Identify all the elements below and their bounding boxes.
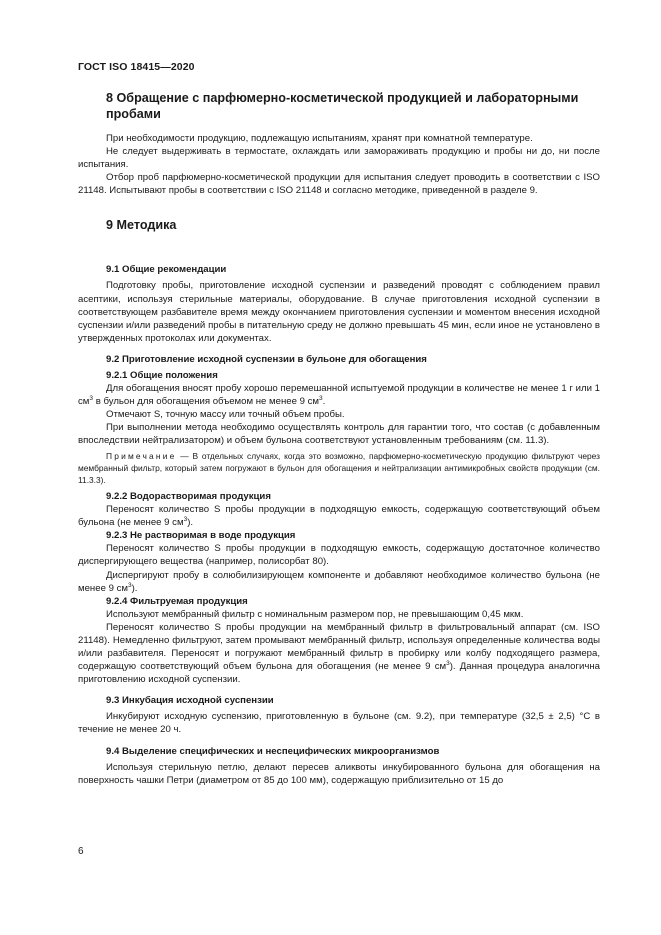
subsection-9-1-paragraph: Подготовку пробы, приготовление исходной суспензии и разведений проводят с соблюдением правил асептики, используя стерильные материалы, оборудование. В случае приготовления исходной суспензии в соответствующем разбавителе время между окончанием приготовления суспензии и моментом внесения исходной суспензии и/или разведений пробы в питательную среду не должно превышать 45 мин, если иное не установлено в утвержденных протоколах или документах. <box>78 280 600 344</box>
section-8-title: 8 Обращение с парфюмерно-косметической продукцией и лабораторными пробами <box>106 91 579 121</box>
subsection-9-2-4-paragraph-2: Переносят количество S пробы продукции на мембранный фильтр в фильтровальный аппарат (см. ISO 21148). Немедленно фильтруют, затем промывают мембранный фильтр, используя определенные количества воды и/или разбавителя. Переносят и погружают мембранный фильтр в пробирку или колбу подходящего размера, содержащую соответствующий объем бульона для обогащения (не менее 9 $см^3$). Данная процедура аналогична приготовлению исходной суспензии. <box>78 621 600 686</box>
section-8-paragraph-3: Отбор проб парфюмерно-косметической продукции для испытания следует проводить в соответствии с ISO 21148. Испытывают пробы в соответствии с ISO 21148 и согласно методике, приведенной в разделе 9. <box>78 172 600 197</box>
page-content <box>78 90 600 787</box>
subsection-9-2-3-paragraph-1: Переносят количество S пробы продукции в подходящую емкость, содержащую достаточное количество диспергирующего вещества (например, полисорбат 80). <box>78 543 600 568</box>
subsection-9-2-1-paragraph-2: Отмечают S, точную массу или точный объем пробы. <box>106 409 345 421</box>
subsection-9-2-1-title: 9.2.1 Общие положения <box>106 369 218 381</box>
note-label: Примечание <box>106 451 177 462</box>
subsection-9-2-2-title: 9.2.2 Водорастворимая продукция <box>106 491 271 503</box>
note-text: В отдельных случаях, когда это возможно, парфюмерно-косметическую продукцию фильтруют через мембранный фильтр, который затем погружают в бульон для обогащения и нейтрализации антимикробных свойств продукции (см. 11.3.3). <box>78 451 600 485</box>
subsection-9-2-3-title: 9.2.3 Не растворимая в воде продукция <box>106 530 296 542</box>
subsection-9-4-paragraph: Используя стерильную петлю, делают пересев аликвоты инкубированного бульона для обогащения на поверхность чашки Петри (диаметром от 85 до 100 мм), содержащую приблизительно от 15 до <box>78 761 600 786</box>
subsection-9-1-title: 9.1 Общие рекомендации <box>106 264 227 276</box>
section-8-paragraph-2: Не следует выдерживать в термостате, охлаждать или замораживать продукцию и пробы ни до, ни после испытания. <box>78 146 600 171</box>
subsection-9-2-title: 9.2 Приготовление исходной суспензии в бульоне для обогащения <box>106 353 427 365</box>
subsection-9-4-title: 9.4 Выделение специфических и неспецифических микроорганизмов <box>106 745 440 757</box>
subsection-9-2-4-title: 9.2.4 Фильтруемая продукция <box>106 595 248 607</box>
subsection-9-3-paragraph: Инкубируют исходную суспензию, приготовленную в бульоне (см. 9.2), при температуре (32,5 ± 2,5) °С в течение не менее 20 ч. <box>78 711 600 736</box>
subsection-9-2-4-paragraph-1: Используют мембранный фильтр с номинальным размером пор, не превышающим 0,45 мкм. <box>106 608 524 620</box>
subsection-9-2-1-paragraph-3: При выполнении метода необходимо осуществлять контроль для гарантии того, что состав (с добавленным впоследствии нейтрализатором) и объем бульона соответствуют установленным требованиям (см. 11.3). <box>78 422 600 447</box>
subsection-9-2-1-paragraph-1: Для обогащения вносят пробу хорошо перемешанной испытуемой продукции в количестве не менее 1 г или 1 $см^3$ в бульон для обогащения объемом не менее 9 $см^3$. <box>78 382 600 408</box>
section-9-title: 9 Методика <box>106 218 177 233</box>
subsection-9-2-3-paragraph-2: Диспергируют пробу в солюбилизирующем компоненте и добавляют необходимое количество бульона (не менее 9 $см^3$). <box>78 569 600 594</box>
standard-header: ГОСТ ISO 18415—2020 <box>78 61 195 73</box>
subsection-9-3-title: 9.3 Инкубация исходной суспензии <box>106 695 274 707</box>
subsection-9-2-2-paragraph: Переносят количество S пробы продукции в подходящую емкость, содержащую соответствующий объем бульона (не менее 9 $см^3$). <box>78 504 600 529</box>
page-number: 6 <box>78 846 84 857</box>
note: Примечание — В отдельных случаях, когда это возможно, парфюмерно-косметическую продукцию фильтруют через мембранный фильтр, который затем погружают в бульон для обогащения и нейтрализации антимикробных свойств продукции (см. 11.3.3). <box>78 451 600 485</box>
section-8-paragraph-1: При необходимости продукцию, подлежащую испытаниям, хранят при комнатной температуре. <box>106 133 533 144</box>
